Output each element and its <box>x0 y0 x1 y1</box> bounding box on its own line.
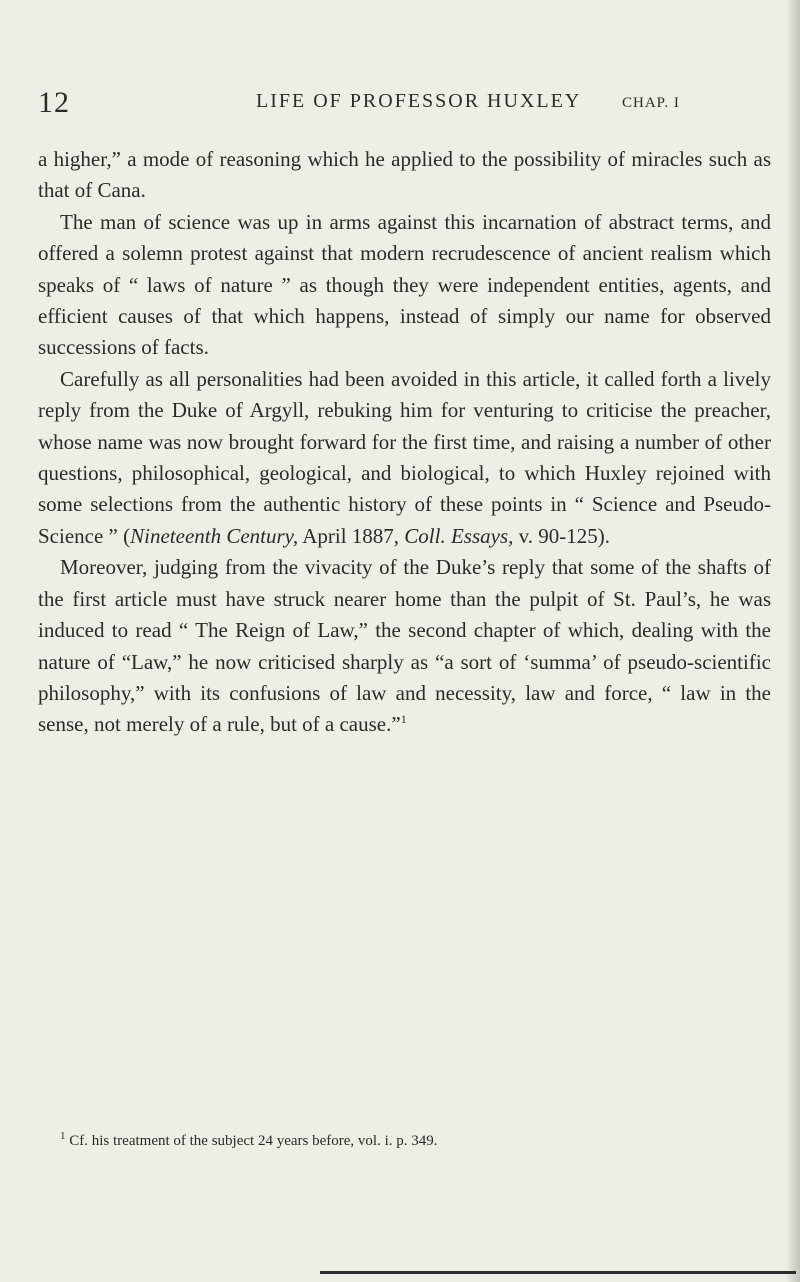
citation-work: Coll. Essays, <box>404 523 514 548</box>
footnote-text: Cf. his treatment of the subject 24 years before, vol. i. p. 349. <box>69 1133 438 1149</box>
paragraph-reign-of-law <box>38 552 771 740</box>
paragraph-realism: The man of science was up in arms against this incarnation of abstract terms, and offered a solemn protest against that modern recrudescence of ancient realism which speaks of “ laws of nature ” as though they were independent entities, agents, and efficient causes of that which happens, instead of simply our name for observed successions of facts. <box>38 209 771 360</box>
bottom-rule <box>320 1271 796 1274</box>
paragraph-continuation: a higher,” a mode of reasoning which he applied to the possibility of miracles such as that of Cana. <box>38 147 771 203</box>
paragraph-reign-of-law-text: Moreover, judging from the vivacity of the Duke’s reply that some of the shafts of the first article must have struck nearer home than the pulpit of St. Paul’s, he was induced to read “ The Reign of Law,” the second chapter of which, dealing with the nature of “Law,” he now criticised sharply as “a sort of ‘summa’ of pseudo-scientific philosophy,” with its confusions of law and necessity, law and force, “ law in the sense, not merely of a rule, but of a cause.” <box>38 555 771 737</box>
footnote <box>38 1130 771 1152</box>
footnote-marker: 1 <box>60 1130 66 1142</box>
running-title: LIFE OF PROFESSOR HUXLEY <box>256 90 582 112</box>
footnote-reference: 1 <box>400 712 407 727</box>
citation-journal: Nineteenth Century, <box>130 523 299 548</box>
citation-date: April 1887, <box>302 523 400 548</box>
paragraph-duke-reply: Carefully as all personalities had been avoided in this article, it called forth a lively reply from the Duke of Argyll, rebuking him for venturing to criticise the preacher, whose name was now brought forward for the first time, and raising a number of other questions, philosophical, geological, and biological, to which Huxley rejoined with some selections from the authentic history of these points in “ Science and Pseudo-Science ” (Nineteenth Century, April 1887, Coll. Essays, v. 90-125). <box>38 366 771 548</box>
citation-pages: v. 90-125). <box>518 523 610 548</box>
body-text <box>38 144 771 741</box>
chapter-label: CHAP. I <box>622 95 680 111</box>
page-edge-shadow <box>786 0 800 1282</box>
page-number: 12 <box>38 86 70 119</box>
page-header <box>38 86 790 126</box>
paragraph-duke-reply-text: Carefully as all personalities had been avoided in this article, it called forth a lively reply from the Duke of Argyll, rebuking him for venturing to criticise the preacher, whose name was now brought forward for the first time, and raising a number of other questions, philosophical, geological, and biological, to which Huxley rejoined with some selections from the authentic history of these points in “ Science and Pseudo-Science ” <box>38 366 771 548</box>
footnotes <box>38 1130 771 1152</box>
